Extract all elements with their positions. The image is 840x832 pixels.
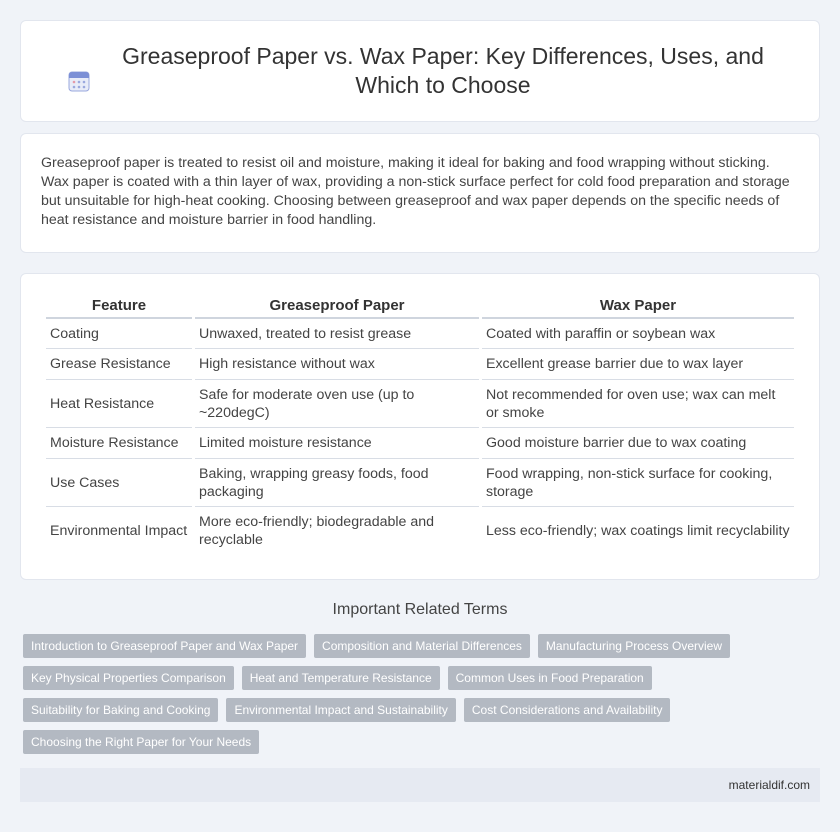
term-tag[interactable]: Heat and Temperature Resistance [242, 666, 440, 690]
term-tag[interactable]: Composition and Material Differences [314, 634, 530, 658]
greaseproof-cell: High resistance without wax [195, 349, 479, 380]
feature-cell: Moisture Resistance [46, 428, 192, 459]
wax-cell: Not recommended for oven use; wax can melt or smoke [482, 380, 794, 428]
wax-cell: Good moisture barrier due to wax coating [482, 428, 794, 459]
column-header-feature: Feature [46, 294, 192, 319]
term-tag[interactable]: Key Physical Properties Comparison [23, 666, 234, 690]
feature-cell: Use Cases [46, 459, 192, 507]
term-tag[interactable]: Common Uses in Food Preparation [448, 666, 652, 690]
feature-cell: Heat Resistance [46, 380, 192, 428]
wax-cell: Excellent grease barrier due to wax layer [482, 349, 794, 380]
related-terms-title: Important Related Terms [332, 601, 508, 618]
wax-cell: Coated with paraffin or soybean wax [482, 319, 794, 349]
term-tag[interactable]: Choosing the Right Paper for Your Needs [23, 730, 259, 754]
feature-cell: Coating [46, 319, 192, 349]
calendar-icon [67, 69, 91, 93]
footer [20, 768, 820, 802]
header-card [20, 20, 820, 122]
related-terms-list [23, 634, 803, 754]
term-tag[interactable]: Cost Considerations and Availability [464, 698, 671, 722]
table-row [46, 459, 794, 507]
table-row [46, 349, 794, 380]
wax-cell: Food wrapping, non-stick surface for cooking, storage [482, 459, 794, 507]
term-tag[interactable]: Environmental Impact and Sustainability [226, 698, 455, 722]
intro-card [20, 133, 820, 253]
column-header-greaseproof: Greaseproof Paper [195, 294, 479, 319]
column-header-wax: Wax Paper [482, 294, 794, 319]
wax-cell: Less eco-friendly; wax coatings limit recyclability [486, 522, 790, 539]
table-row [46, 380, 794, 428]
comparison-table [43, 294, 797, 554]
table-row [46, 428, 794, 459]
greaseproof-cell: Safe for moderate oven use (up to ~220degC) [195, 380, 479, 428]
term-tag[interactable]: Suitability for Baking and Cooking [23, 698, 218, 722]
greaseproof-cell: Unwaxed, treated to resist grease [195, 319, 479, 349]
footer-site-link[interactable]: materialdif.com [728, 778, 810, 792]
table-row [46, 507, 794, 554]
page-title: Greaseproof Paper vs. Wax Paper: Key Differences, Uses, and Which to Choose [122, 43, 764, 98]
greaseproof-cell: Limited moisture resistance [195, 428, 479, 459]
feature-cell: Grease Resistance [46, 349, 192, 380]
comparison-card [20, 273, 820, 580]
table-header-row [46, 294, 794, 319]
intro-paragraph: Greaseproof paper is treated to resist oil and moisture, making it ideal for baking and food wrapping without sticking. Wax paper is coated with a thin layer of wax, providing a non-stick surface perfect for cold food preparation and storage but unsuitable for high-heat cooking. Choosing between greaseproof and wax paper depends on the specific needs of heat resistance and moisture barrier in food handling. [41, 155, 790, 228]
table-row [46, 319, 794, 349]
term-tag[interactable]: Introduction to Greaseproof Paper and Wax Paper [23, 634, 306, 658]
greaseproof-cell: Baking, wrapping greasy foods, food packaging [195, 459, 479, 507]
greaseproof-cell: More eco-friendly; biodegradable and recyclable [199, 513, 435, 548]
term-tag[interactable]: Manufacturing Process Overview [538, 634, 730, 658]
feature-cell: Environmental Impact [50, 522, 188, 539]
